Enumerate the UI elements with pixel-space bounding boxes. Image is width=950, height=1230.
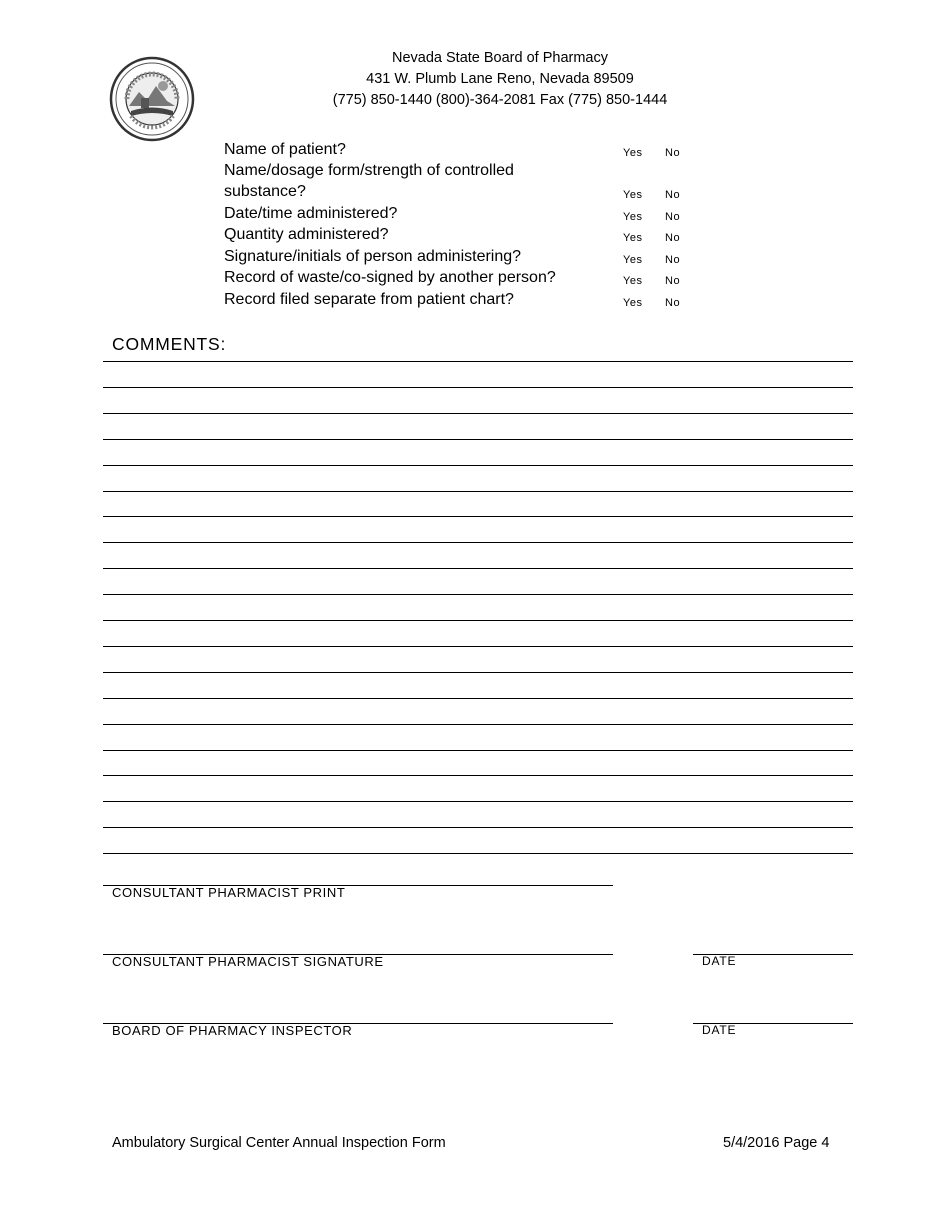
yes-option[interactable]: Yes	[623, 254, 643, 266]
comment-line[interactable]	[103, 413, 853, 414]
comment-line[interactable]	[103, 387, 853, 388]
comment-line[interactable]	[103, 491, 853, 492]
state-seal	[109, 56, 195, 142]
no-option[interactable]: No	[665, 232, 681, 244]
yes-option[interactable]: Yes	[623, 275, 643, 287]
org-address: 431 W. Plumb Lane Reno, Nevada 89509	[366, 71, 634, 87]
question-text: Signature/initials of person administering?	[224, 248, 522, 265]
no-option[interactable]: No	[665, 275, 681, 287]
comment-line[interactable]	[103, 439, 853, 440]
comment-line[interactable]	[103, 724, 853, 725]
comment-line[interactable]	[103, 853, 853, 854]
question-text: Name of patient?	[224, 141, 346, 158]
nevada-seal-icon	[109, 56, 195, 142]
comments-label: COMMENTS:	[112, 334, 227, 354]
yes-option[interactable]: Yes	[623, 297, 643, 309]
no-option[interactable]: No	[665, 189, 681, 201]
question-text: Quantity administered?	[224, 226, 389, 243]
yes-option[interactable]: Yes	[623, 189, 643, 201]
comment-line[interactable]	[103, 594, 853, 595]
comment-line[interactable]	[103, 465, 853, 466]
yes-option[interactable]: Yes	[623, 147, 643, 159]
letterhead	[300, 48, 700, 111]
org-phones: (775) 850-1440 (800)-364-2081 Fax (775) 850-1444	[332, 92, 668, 108]
question-text: Date/time administered?	[224, 205, 398, 222]
pharmacist-signature-label: CONSULTANT PHARMACIST SIGNATURE	[112, 954, 384, 969]
footer-date-page: 5/4/2016 Page 4	[723, 1135, 830, 1151]
comment-line[interactable]	[103, 750, 853, 751]
comment-line[interactable]	[103, 775, 853, 776]
comment-line[interactable]	[103, 646, 853, 647]
comment-line[interactable]	[103, 568, 853, 569]
no-option[interactable]: No	[665, 297, 681, 309]
comment-line[interactable]	[103, 672, 853, 673]
question-text: Name/dosage form/strength of controlled	[224, 162, 514, 179]
comment-line[interactable]	[103, 801, 853, 802]
comment-line[interactable]	[103, 542, 853, 543]
comment-line[interactable]	[103, 516, 853, 517]
pharmacist-print-label: CONSULTANT PHARMACIST PRINT	[112, 885, 346, 900]
no-option[interactable]: No	[665, 147, 681, 159]
org-name: Nevada State Board of Pharmacy	[391, 50, 608, 66]
yes-option[interactable]: Yes	[623, 211, 643, 223]
yes-option[interactable]: Yes	[623, 232, 643, 244]
date-label-2: DATE	[702, 1023, 737, 1037]
no-option[interactable]: No	[665, 254, 681, 266]
question-text: Record filed separate from patient chart?	[224, 291, 514, 308]
footer-form-title: Ambulatory Surgical Center Annual Inspection Form	[112, 1135, 446, 1151]
comment-line[interactable]	[103, 827, 853, 828]
question-text: Record of waste/co-signed by another person?	[224, 269, 556, 286]
no-option[interactable]: No	[665, 211, 681, 223]
comment-line[interactable]	[103, 620, 853, 621]
comment-line[interactable]	[103, 698, 853, 699]
inspector-label: BOARD OF PHARMACY INSPECTOR	[112, 1023, 353, 1038]
date-label-1: DATE	[702, 954, 737, 968]
comment-line[interactable]	[103, 361, 853, 362]
question-text-continued: substance?	[224, 183, 306, 200]
